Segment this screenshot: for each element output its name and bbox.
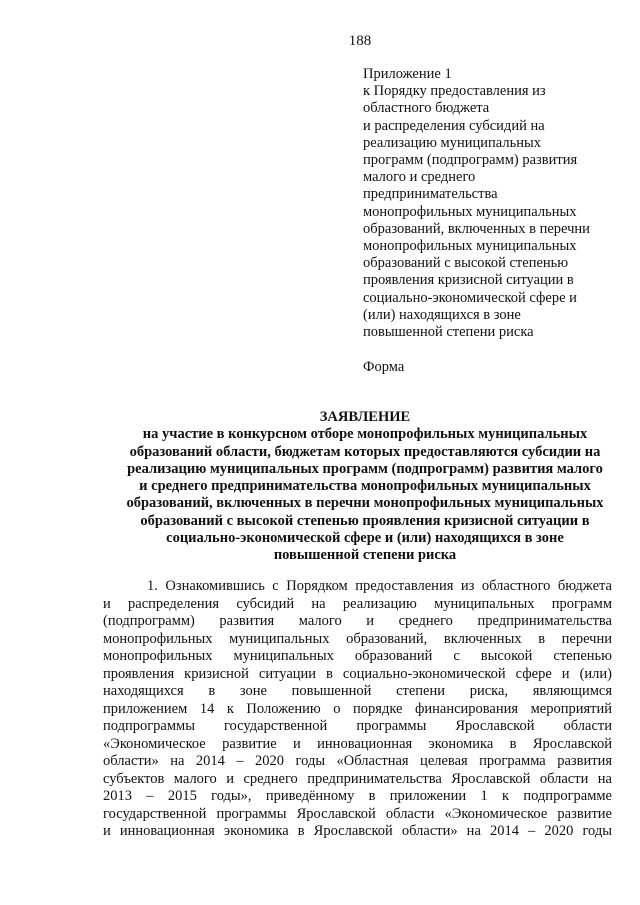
annex-line: монопрофильных муниципальных [363, 238, 577, 255]
body-line: субъектов малого и среднего предпринимательства Ярославской области на [103, 770, 612, 787]
heading-line: реализацию муниципальных программ (подпрограмм) развития малого [127, 460, 603, 477]
annex-line: социально-экономической сфере и [363, 289, 577, 306]
annex-line: Приложение 1 [363, 66, 452, 82]
annex-line: программ (подпрограмм) развития [363, 152, 578, 169]
annex-line: образований с высокой степенью [363, 255, 569, 272]
annex-line: областного бюджета [363, 100, 490, 117]
body-line: находящихся в зоне повышенной степени риска, являющимся [103, 683, 612, 699]
body-line: монопрофильных муниципальных образований, включенных в перечни [103, 630, 612, 647]
annex-line: реализацию муниципальных [363, 134, 541, 151]
heading-line: и среднего предпринимательства монопрофильных муниципальных [139, 478, 591, 495]
document-title: ЗАЯВЛЕНИЕ [319, 409, 411, 425]
application-heading [100, 409, 630, 565]
body-line: подпрограммы государственной программы Ярославской области [103, 718, 612, 734]
body-line: области» на 2014 – 2020 годы «Областная целевая программа развития [103, 753, 612, 769]
body-line: и инновационная экономика в Ярославской области» на 2014 – 2020 годы [103, 823, 612, 839]
body-line: 2013 – 2015 годы», приведённому в приложении 1 к подпрограмме [103, 788, 612, 804]
heading-line: образований, включенных в перечни монопрофильных муниципальных [126, 495, 604, 512]
page-number: 188 [348, 33, 372, 49]
heading-line: образований с высокой степенью проявления кризисной ситуации в [140, 512, 590, 529]
body-line: (подпрограмм) развития малого и среднего предпринимательства [103, 613, 612, 629]
body-line: государственной программы Ярославской области «Экономическое развитие [103, 805, 612, 822]
heading-line: социально-экономической сфере и (или) находящихся в зоне [166, 530, 564, 547]
annex-line: (или) находящихся в зоне [363, 306, 521, 323]
annex-line: предпринимательства [363, 186, 498, 203]
annex-block [363, 66, 603, 376]
body-line: монопрофильных муниципальных образований с высокой степенью [103, 648, 612, 664]
annex-line: к Порядку предоставления из [363, 83, 546, 100]
heading-line: образований области, бюджетам которых предоставляются субсидии на [129, 443, 601, 460]
body-line: проявления кризисной ситуации в социально-экономической сфере и (или) [103, 665, 612, 682]
annex-line: образований, включенных в перечни [363, 220, 590, 237]
heading-line: на участие в конкурсном отборе монопрофильных муниципальных [142, 426, 588, 443]
annex-line: монопрофильных муниципальных [363, 203, 577, 220]
form-label: Форма [363, 359, 405, 376]
annex-line: и распределения субсидий на [363, 117, 545, 134]
annex-line: малого и среднего [363, 169, 476, 186]
body-line: приложением 14 к Положению о порядке финансирования мероприятий [103, 700, 612, 717]
annex-line: повышенной степени риска [363, 324, 534, 341]
body-paragraph [103, 578, 612, 841]
body-line: и распределения субсидий на реализацию муниципальных программ [103, 595, 612, 612]
body-line: «Экономическое развитие и инновационная экономика в Ярославской [103, 735, 612, 752]
heading-line: повышенной степени риска [273, 547, 457, 564]
body-line: 1. Ознакомившись с Порядком предоставления из областного бюджета [147, 578, 612, 594]
annex-line: проявления кризисной ситуации в [363, 272, 574, 289]
